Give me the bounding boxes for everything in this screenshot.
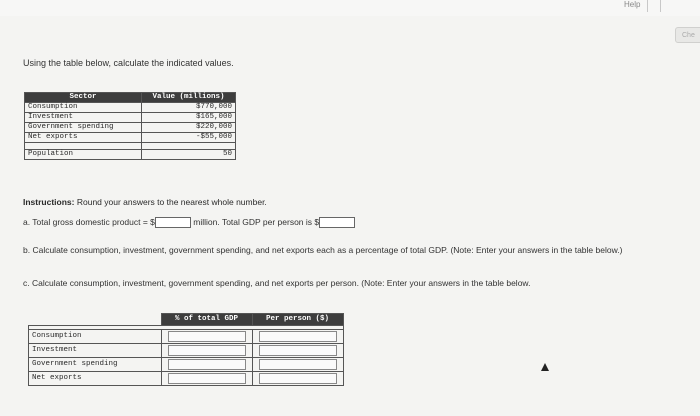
instructions-label: Instructions: [23, 197, 75, 207]
sector-value: $220,000 [142, 123, 236, 133]
part-a-prefix: a. Total gross domestic product = $ [23, 217, 155, 227]
question-prompt: Using the table below, calculate the indicated values. [23, 58, 234, 68]
percent-gdp-cell [161, 329, 252, 343]
net-exports-per-person-input[interactable] [259, 373, 337, 384]
part-a-middle: million. Total GDP per person is $ [193, 217, 320, 227]
table-row [25, 113, 236, 123]
percent-gdp-cell [161, 343, 252, 357]
instructions [23, 197, 267, 207]
sector-label: Consumption [25, 103, 142, 113]
table-row [25, 103, 236, 113]
table-row [29, 357, 344, 371]
consumption-percent-input[interactable] [168, 331, 246, 342]
header-per-person: Per person ($) [252, 314, 343, 326]
sector-label: Government spending [25, 123, 142, 133]
part-b: b. Calculate consumption, investment, government spending, and net exports each as a percentage of total GDP. (Note: Enter your answers in the table below.) [23, 245, 623, 255]
answer-row-label: Net exports [29, 371, 162, 385]
part-a [23, 217, 355, 228]
consumption-per-person-input[interactable] [259, 331, 337, 342]
sector-value: $165,000 [142, 113, 236, 123]
separator [647, 0, 648, 12]
header-value: Value (millions) [142, 93, 236, 103]
government-percent-input[interactable] [168, 359, 246, 370]
table-row [29, 343, 344, 357]
top-bar [0, 0, 700, 16]
percent-gdp-cell [161, 357, 252, 371]
table-row [29, 371, 344, 385]
gdp-per-person-input[interactable] [319, 217, 355, 228]
part-c: c. Calculate consumption, investment, government spending, and net exports per person. (Note: Enter your answers in the table below. [23, 278, 531, 288]
answer-row-label: Consumption [29, 329, 162, 343]
separator [660, 0, 661, 12]
net-exports-percent-input[interactable] [168, 373, 246, 384]
check-button[interactable]: Che [675, 27, 700, 43]
header-sector: Sector [25, 93, 142, 103]
per-person-cell [252, 371, 343, 385]
answer-row-label: Government spending [29, 357, 162, 371]
help-link[interactable]: Help [624, 0, 641, 9]
percent-gdp-cell [161, 371, 252, 385]
investment-per-person-input[interactable] [259, 345, 337, 356]
sector-label: Net exports [25, 133, 142, 143]
per-person-cell [252, 357, 343, 371]
table-row [29, 329, 344, 343]
spacer-row [25, 143, 236, 150]
per-person-cell [252, 329, 343, 343]
government-per-person-input[interactable] [259, 359, 337, 370]
sector-label: Investment [25, 113, 142, 123]
header-percent-gdp: % of total GDP [161, 314, 252, 326]
answer-table [28, 313, 344, 386]
instructions-text: Round your answers to the nearest whole number. [74, 197, 267, 207]
population-value: 50 [142, 150, 236, 160]
table-row [25, 150, 236, 160]
sector-value-table [24, 92, 236, 160]
table-row [25, 123, 236, 133]
header-empty [29, 314, 162, 326]
mouse-cursor-icon [541, 363, 549, 371]
sector-value: $770,000 [142, 103, 236, 113]
investment-percent-input[interactable] [168, 345, 246, 356]
answer-row-label: Investment [29, 343, 162, 357]
population-label: Population [25, 150, 142, 160]
total-gdp-input[interactable] [155, 217, 191, 228]
per-person-cell [252, 343, 343, 357]
table-row [25, 133, 236, 143]
sector-value: -$55,000 [142, 133, 236, 143]
